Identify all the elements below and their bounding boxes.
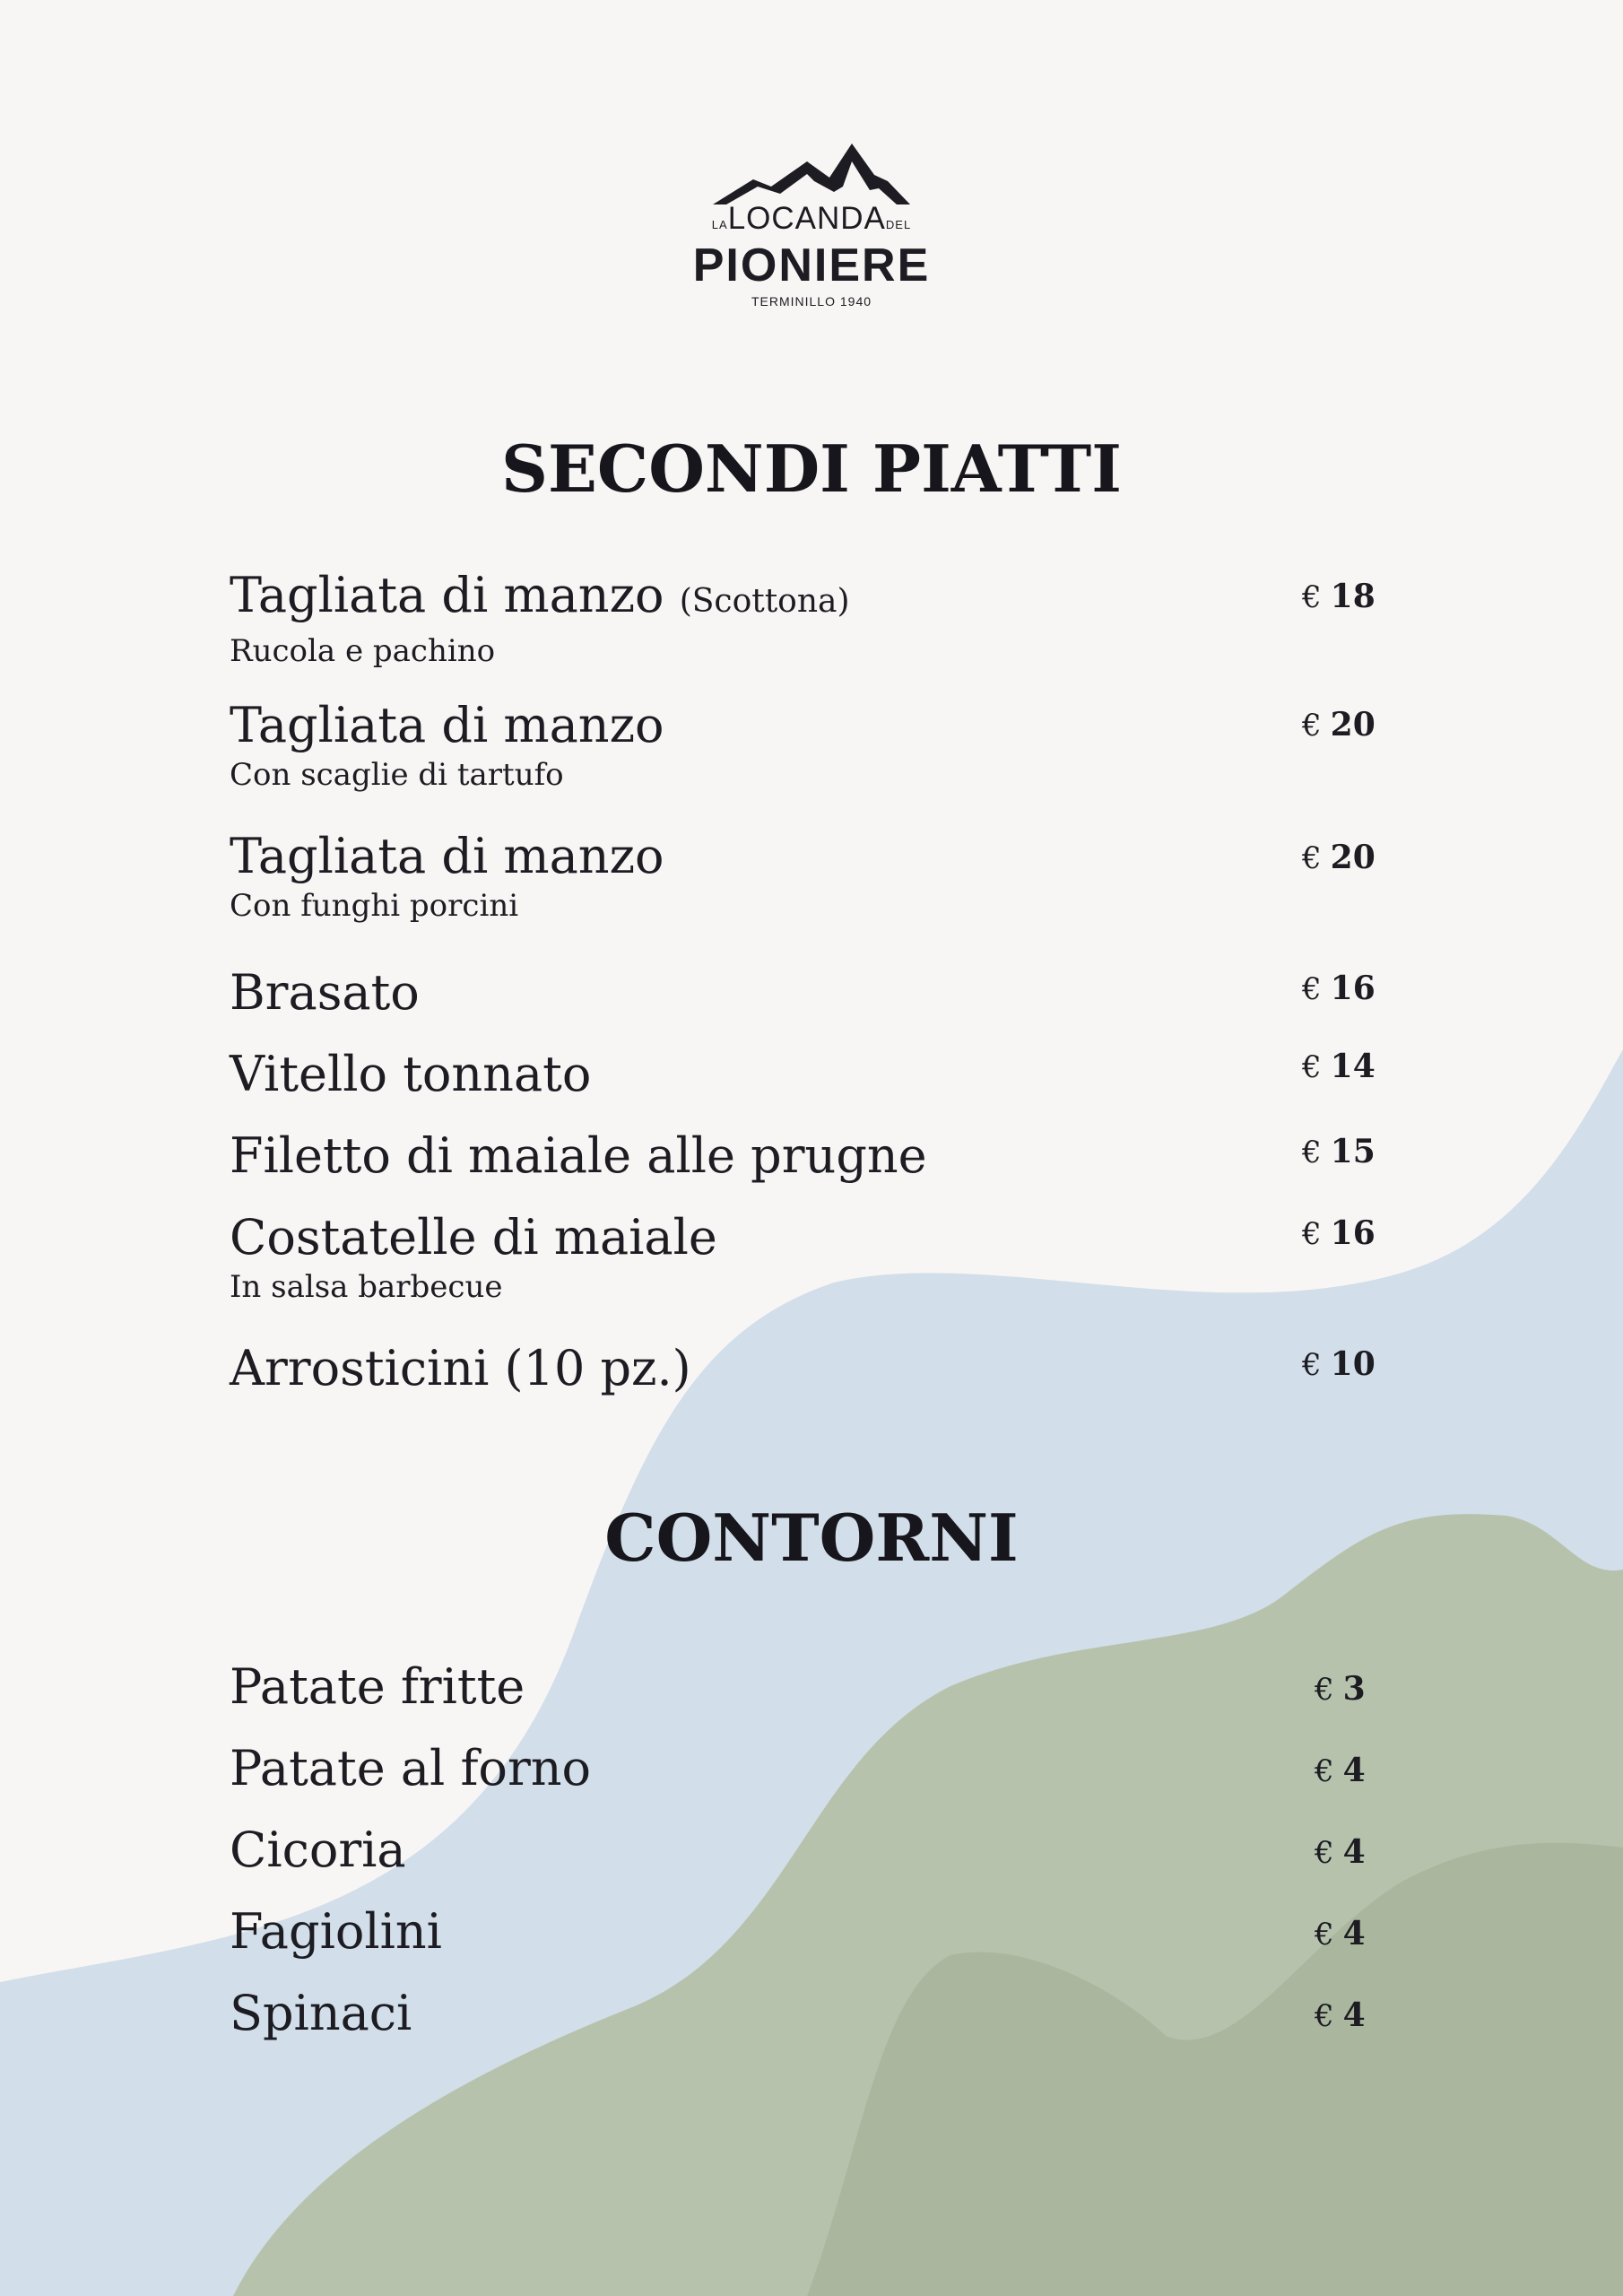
- restaurant-logo: [690, 135, 933, 332]
- item-price: € 3: [1315, 1670, 1366, 1708]
- item-name: Filetto di maiale alle prugne: [230, 1127, 927, 1184]
- logo-line-1: LALOCANDADEL: [711, 201, 912, 236]
- menu-item: [230, 1822, 1395, 1879]
- item-note: (Scottona): [679, 583, 850, 620]
- item-price: € 4: [1315, 1833, 1366, 1871]
- logo-line-3: TERMINILLO 1940: [751, 294, 872, 309]
- item-name: Arrosticini (10 pz.): [230, 1340, 691, 1396]
- item-price: € 4: [1315, 1915, 1366, 1952]
- item-name: Spinaci: [230, 1985, 412, 2041]
- item-name: Fagiolini: [230, 1903, 442, 1960]
- item-price: € 20: [1302, 706, 1376, 744]
- item-price: € 16: [1302, 1214, 1376, 1252]
- item-description: Rucola e pachino: [230, 633, 496, 669]
- menu-item: [230, 1658, 1395, 1716]
- menu-item: [230, 1985, 1395, 2042]
- menu-item: [230, 1340, 1395, 1397]
- item-description: In salsa barbecue: [230, 1269, 503, 1305]
- section-title-contorni: CONTORNI: [604, 1500, 1019, 1576]
- item-name: Tagliata di manzo: [230, 828, 664, 884]
- menu-item: [230, 1127, 1395, 1185]
- item-description: Con funghi porcini: [230, 888, 519, 924]
- item-price: € 18: [1302, 578, 1376, 615]
- item-name: Patate fritte: [230, 1658, 525, 1715]
- menu-item: [230, 567, 1395, 670]
- section-title-secondi: SECONDI PIATTI: [501, 430, 1122, 507]
- item-price: € 15: [1302, 1133, 1376, 1170]
- menu-item: [230, 1046, 1395, 1103]
- logo-line-2: PIONIERE: [692, 239, 931, 291]
- item-price: € 16: [1302, 970, 1376, 1007]
- item-price: € 4: [1315, 1996, 1366, 2034]
- item-name: Tagliata di manzo: [230, 567, 664, 623]
- menu-item: [230, 1740, 1395, 1797]
- item-price: € 20: [1302, 839, 1376, 876]
- mountain-icon: [708, 135, 915, 206]
- item-name: Vitello tonnato: [230, 1046, 592, 1102]
- menu-item: [230, 828, 1395, 925]
- menu-item: [230, 964, 1395, 1022]
- item-name: Costatelle di maiale: [230, 1209, 717, 1265]
- item-name: Tagliata di manzo: [230, 697, 664, 753]
- item-description: Con scaglie di tartufo: [230, 757, 564, 793]
- item-name: Brasato: [230, 964, 420, 1021]
- menu-item: [230, 697, 1395, 794]
- item-name: Patate al forno: [230, 1740, 592, 1796]
- item-name: Cicoria: [230, 1822, 406, 1878]
- item-price: € 4: [1315, 1752, 1366, 1789]
- menu-item: [230, 1903, 1395, 1961]
- item-price: € 14: [1302, 1048, 1376, 1085]
- menu-item: [230, 1209, 1395, 1306]
- item-price: € 10: [1302, 1345, 1376, 1383]
